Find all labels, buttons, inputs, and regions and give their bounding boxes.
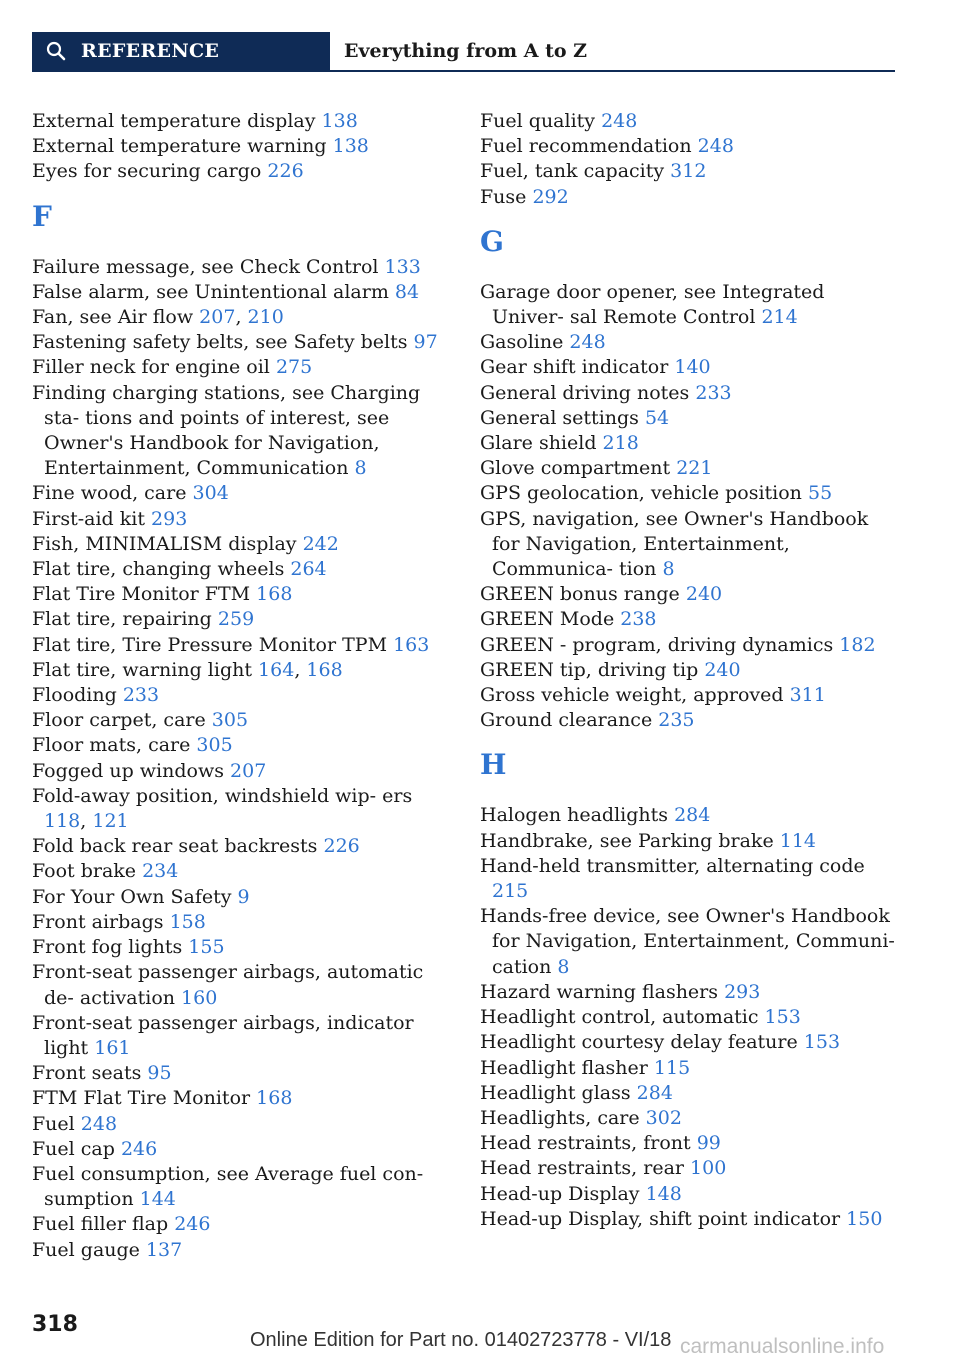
page-reference-link[interactable]: 226 xyxy=(323,835,360,858)
page-number: 318 xyxy=(32,1312,78,1337)
index-entry-text: Head-up Display, shift point indicator xyxy=(480,1207,841,1230)
page-reference-link[interactable]: 140 xyxy=(674,356,711,379)
page-reference-link[interactable]: 138 xyxy=(332,135,369,158)
index-entry-text: Front airbags xyxy=(32,910,164,933)
index-entry xyxy=(32,1011,452,1061)
index-entry xyxy=(32,532,452,557)
index-entry-text: Fastening safety belts, see Safety belts xyxy=(32,331,408,354)
index-entry xyxy=(32,280,452,305)
index-entry-text: Foot brake xyxy=(32,860,137,883)
index-entry xyxy=(32,1086,452,1111)
index-entry xyxy=(480,330,900,355)
index-entry xyxy=(480,1030,900,1055)
index-entry-text: Headlight glass xyxy=(480,1081,631,1104)
index-entry-text: Floor mats, care xyxy=(32,734,191,757)
page-reference-link[interactable]: 55 xyxy=(807,482,833,505)
page-reference-link[interactable]: 168 xyxy=(306,658,343,681)
index-column-left xyxy=(32,109,452,1263)
page-reference-link[interactable]: 284 xyxy=(636,1081,673,1104)
page-reference-link[interactable]: 311 xyxy=(789,684,826,707)
page-reference-link[interactable]: 8 xyxy=(557,955,570,978)
index-entry-text: Gear shift indicator xyxy=(480,356,669,379)
index-entry-text: Fuel recommendation xyxy=(480,135,692,158)
index-entry xyxy=(32,910,452,935)
index-entry xyxy=(480,607,900,632)
index-entry xyxy=(480,381,900,406)
index-entry xyxy=(480,1131,900,1156)
index-entry xyxy=(480,683,900,708)
page-reference-link[interactable]: 275 xyxy=(275,356,313,379)
page-reference-link[interactable]: 133 xyxy=(384,255,421,278)
page-reference-link[interactable]: 99 xyxy=(696,1132,721,1155)
page-reference-link[interactable]: 95 xyxy=(147,1062,172,1085)
index-entry xyxy=(480,456,900,481)
page-reference-link[interactable]: 284 xyxy=(674,804,711,827)
index-entry xyxy=(480,159,900,184)
page-reference-link[interactable]: 168 xyxy=(256,583,293,606)
page-reference-link[interactable]: 207 xyxy=(230,759,267,782)
page-reference-link[interactable]: 302 xyxy=(645,1106,682,1129)
index-entry xyxy=(480,1182,900,1207)
index-entry-text: Hand-held transmitter, alternating code xyxy=(480,854,865,877)
index-entry xyxy=(480,1081,900,1106)
page-title: Everything from A to Z xyxy=(344,40,588,62)
index-entry-text: Gasoline xyxy=(480,331,564,354)
edition-note: Online Edition for Part no. 01402723778 - VI/18 xyxy=(250,1329,672,1351)
index-entry-text: Headlight flasher xyxy=(480,1056,648,1079)
index-entry xyxy=(480,803,900,828)
page-reference-link[interactable]: 163 xyxy=(393,633,430,656)
page-reference-link[interactable]: 218 xyxy=(602,432,639,455)
index-entry xyxy=(480,1106,900,1131)
page-reference-link[interactable]: 144 xyxy=(139,1188,176,1211)
page-reference-link[interactable]: 264 xyxy=(290,558,327,581)
page-reference-link[interactable]: 293 xyxy=(151,507,188,530)
index-entry xyxy=(32,582,452,607)
index-entry xyxy=(32,1212,452,1237)
index-entry xyxy=(480,658,900,683)
index-entry-text: Flat tire, repairing xyxy=(32,608,212,631)
page-reference-link[interactable]: 233 xyxy=(122,684,160,707)
index-entry-text: Head-up Display xyxy=(480,1182,640,1205)
index-entry xyxy=(480,1156,900,1181)
page-reference-link[interactable]: 242 xyxy=(302,532,339,555)
page-reference-link[interactable]: 221 xyxy=(676,457,713,480)
index-entry xyxy=(480,1056,900,1081)
index-entry-text: Fogged up windows xyxy=(32,759,224,782)
page-reference-link[interactable]: 305 xyxy=(211,709,249,732)
page-reference-link[interactable]: 226 xyxy=(267,160,304,183)
search-icon xyxy=(46,41,66,61)
index-entry xyxy=(32,1137,452,1162)
index-entry-text: Floor carpet, care xyxy=(32,709,206,732)
index-entry-text: GPS, navigation, see Owner's Handbook for Navigation, Entertainment, Communica- tion xyxy=(480,507,869,581)
page-reference-link[interactable]: 215 xyxy=(492,880,529,903)
page-reference-link[interactable]: 100 xyxy=(690,1157,727,1180)
index-entry-text: Halogen headlights xyxy=(480,804,669,827)
page-reference-link[interactable]: 8 xyxy=(662,558,675,581)
page-reference-link[interactable]: 164 xyxy=(258,658,295,681)
index-entry-text: Flat tire, changing wheels xyxy=(32,558,285,581)
page-reference-link[interactable]: 234 xyxy=(142,860,179,883)
index-entry xyxy=(480,134,900,159)
index-entry-text: Front-seat passenger airbags, indicator light xyxy=(32,1011,414,1059)
page-reference-link[interactable]: 182 xyxy=(839,633,876,656)
index-entry xyxy=(480,854,900,904)
index-entry-text: Front seats xyxy=(32,1062,142,1085)
page-reference-link[interactable]: 155 xyxy=(188,936,225,959)
index-entry-text: Glove compartment xyxy=(480,457,671,480)
page-reference-link[interactable]: 148 xyxy=(645,1182,682,1205)
index-entry: Flat tire, warning light 164, 168 xyxy=(32,658,343,681)
index-entry-text: Flat Tire Monitor FTM xyxy=(32,583,251,606)
index-entry-text: Hands-free device, see Owner's Handbook for Navigation, Entertainment, Communi- cation xyxy=(480,905,895,978)
index-entry xyxy=(32,607,452,632)
watermark: carmanualsonline.info xyxy=(680,1335,885,1358)
page-reference-link[interactable]: 161 xyxy=(94,1036,131,1059)
index-entry-text: Ground clearance xyxy=(480,709,653,732)
index-entry-text: Fuel quality xyxy=(480,110,596,132)
index-entry xyxy=(480,829,900,854)
page-reference-link[interactable]: 235 xyxy=(658,709,695,732)
page-reference-link[interactable]: 138 xyxy=(321,110,358,132)
page-reference-link[interactable]: 248 xyxy=(601,110,638,132)
index-entry-text: Glare shield xyxy=(480,432,597,455)
index-entry xyxy=(32,255,452,280)
index-entry-text: Headlight courtesy delay feature xyxy=(480,1031,798,1054)
index-entry-text: GREEN - program, driving dynamics xyxy=(480,633,834,656)
index-entry-text: Fold-away position, windshield wip- ers xyxy=(32,784,413,807)
index-entry-text: Fuel cap xyxy=(32,1137,115,1160)
page-reference-link[interactable]: 240 xyxy=(685,583,723,606)
index-entry-text: Fuel, tank capacity xyxy=(480,160,665,183)
index-entry xyxy=(32,557,452,582)
index-entry-text: Front-seat passenger airbags, automatic de- activation xyxy=(32,961,424,1009)
index-entry xyxy=(480,280,900,330)
page-reference-link[interactable]: 246 xyxy=(120,1137,158,1160)
page-reference-link[interactable]: 248 xyxy=(569,331,606,354)
index-entry xyxy=(32,759,452,784)
index-entry xyxy=(32,733,452,758)
page-reference-link[interactable]: 304 xyxy=(192,482,229,505)
page-reference-link[interactable]: 153 xyxy=(764,1006,801,1029)
page-reference-link[interactable]: 292 xyxy=(532,185,569,208)
index-entry-text: Flooding xyxy=(32,684,117,707)
index-entry-text: Finding charging stations, see Charging sta- tions and points of interest, see Owner's Handbook for Navigation, Entertainment, Communication xyxy=(32,381,421,480)
page-reference-link[interactable]: 158 xyxy=(169,910,206,933)
index-entry xyxy=(32,159,452,184)
page-reference-link[interactable]: 312 xyxy=(670,160,707,183)
page-reference-link[interactable]: 8 xyxy=(354,457,367,480)
index-entry-text: Eyes for securing cargo xyxy=(32,160,262,183)
index-entry-text: GREEN Mode xyxy=(480,608,615,631)
index-entry xyxy=(32,859,452,884)
index-entry xyxy=(32,960,452,1010)
index-entry-text: Garage door opener, see Integrated Univer- sal Remote Control xyxy=(480,280,825,329)
index-entry xyxy=(480,507,900,583)
page-reference-link[interactable]: 293 xyxy=(724,980,761,1003)
index-entry: Fold-away position, windshield wip- ers 118, 121 xyxy=(32,784,413,833)
index-entry xyxy=(32,834,452,859)
index-entry xyxy=(480,980,900,1005)
index-entry xyxy=(32,109,452,134)
index-entry xyxy=(32,381,452,482)
index-entry xyxy=(480,633,900,658)
index-entry xyxy=(32,885,452,910)
index-entry xyxy=(480,1005,900,1030)
index-entry xyxy=(480,481,900,506)
index-entry xyxy=(480,185,900,210)
index-entry xyxy=(480,355,900,380)
index-entry xyxy=(32,1162,452,1212)
index-entry xyxy=(480,904,900,980)
index-entry-text: General settings xyxy=(480,406,639,429)
page-reference-link[interactable]: 118 xyxy=(44,810,81,833)
index-entry-text: Fine wood, care xyxy=(32,482,187,505)
page-reference-link[interactable]: 9 xyxy=(237,885,250,908)
section-label: REFERENCE xyxy=(81,40,220,62)
page-reference-link[interactable]: 121 xyxy=(92,810,129,833)
page-reference-link[interactable]: 168 xyxy=(256,1087,293,1110)
page-reference-link[interactable]: 54 xyxy=(644,406,670,429)
index-entry-text: False alarm, see Unintentional alarm xyxy=(32,280,389,303)
index-entry-text: Fish, MINIMALISM display xyxy=(32,532,297,555)
page-reference-link[interactable]: 137 xyxy=(145,1238,183,1261)
index-entry-text: External temperature warning xyxy=(32,135,327,158)
index-entry xyxy=(32,481,452,506)
index-entry-text: Flat tire, warning light xyxy=(32,658,252,681)
reference-tab[interactable] xyxy=(32,32,330,70)
page-reference-link[interactable]: 97 xyxy=(413,331,438,354)
page-reference-link[interactable]: 153 xyxy=(803,1031,841,1054)
index-entry xyxy=(32,134,452,159)
page-reference-link[interactable]: 210 xyxy=(247,306,284,329)
index-entry-text: Gross vehicle weight, approved xyxy=(480,684,784,707)
index-entry xyxy=(32,1061,452,1086)
index-entry-text: External temperature display xyxy=(32,110,316,132)
index-entry-text: Fan, see Air flow xyxy=(32,306,194,329)
page-reference-link[interactable]: 246 xyxy=(174,1213,211,1236)
index-entry-text: Fold back rear seat backrests xyxy=(32,835,318,858)
index-entry-text: General driving notes xyxy=(480,381,690,404)
index-entry-text: Front fog lights xyxy=(32,936,183,959)
page-reference-link[interactable]: 305 xyxy=(196,734,233,757)
index-entry xyxy=(32,1238,452,1263)
page-reference-link[interactable]: 207 xyxy=(199,306,236,329)
page-reference-link[interactable]: 150 xyxy=(846,1207,883,1230)
index-letter-heading: F xyxy=(32,199,52,233)
page-reference-link[interactable]: 238 xyxy=(620,608,657,631)
index-entry xyxy=(32,935,452,960)
page-reference-link[interactable]: 115 xyxy=(653,1056,691,1079)
index-entry xyxy=(480,406,900,431)
index-entry-text: First-aid kit xyxy=(32,507,145,530)
index-entry-text: Fuel gauge xyxy=(32,1238,140,1261)
index-entry-text: Filler neck for engine oil xyxy=(32,356,270,379)
page-reference-link[interactable]: 233 xyxy=(695,381,732,404)
index-entry-text: Flat tire, Tire Pressure Monitor TPM xyxy=(32,633,388,656)
page-reference-link[interactable]: 240 xyxy=(704,658,741,681)
index-entry-text: Head restraints, rear xyxy=(480,1157,684,1180)
index-entry xyxy=(480,431,900,456)
index-entry-text: Handbrake, see Parking brake xyxy=(480,829,774,852)
page-reference-link[interactable]: 160 xyxy=(181,986,218,1009)
index-entry xyxy=(32,708,452,733)
index-entry xyxy=(480,708,900,733)
index-entry-text: Head restraints, front xyxy=(480,1132,691,1155)
index-column-right xyxy=(480,109,900,1232)
index-entry-text: Fuse xyxy=(480,185,527,208)
index-entry xyxy=(32,683,452,708)
index-entry-text: Hazard warning flashers xyxy=(480,980,719,1003)
page-reference-link[interactable]: 248 xyxy=(697,135,734,158)
index-entry xyxy=(32,633,452,658)
index-entry-text: Headlights, care xyxy=(480,1106,640,1129)
page-header xyxy=(32,32,895,72)
index-entry-text: Fuel xyxy=(32,1112,75,1135)
index-entry-text: Failure message, see Check Control xyxy=(32,255,379,278)
index-entry xyxy=(32,1112,452,1137)
page-reference-link[interactable]: 214 xyxy=(761,306,798,329)
index-entry-text: GREEN tip, driving tip xyxy=(480,658,699,681)
index-entry-text: Fuel consumption, see Average fuel con- sumption xyxy=(32,1162,424,1211)
index-entry xyxy=(480,109,900,134)
index-entry xyxy=(32,355,452,380)
page-reference-link[interactable]: 248 xyxy=(80,1112,118,1135)
page-reference-link[interactable]: 84 xyxy=(394,280,420,303)
index-entry-text: Headlight control, automatic xyxy=(480,1006,759,1029)
index-entry-text: FTM Flat Tire Monitor xyxy=(32,1087,251,1110)
index-entry xyxy=(32,330,452,355)
index-entry xyxy=(480,1207,900,1232)
index-entry-text: Fuel filler flap xyxy=(32,1213,169,1236)
index-entry-text: GREEN bonus range xyxy=(480,583,680,606)
index-entry xyxy=(480,582,900,607)
index-letter-heading: G xyxy=(480,224,504,258)
page-reference-link[interactable]: 114 xyxy=(779,829,816,852)
index-entry-text: For Your Own Safety xyxy=(32,885,232,908)
index-entry-text: GPS geolocation, vehicle position xyxy=(480,482,802,505)
index-entry: Fan, see Air flow 207, 210 xyxy=(32,306,284,329)
index-letter-heading: H xyxy=(480,748,507,782)
page-reference-link[interactable]: 259 xyxy=(217,608,255,631)
index-entry xyxy=(32,507,452,532)
